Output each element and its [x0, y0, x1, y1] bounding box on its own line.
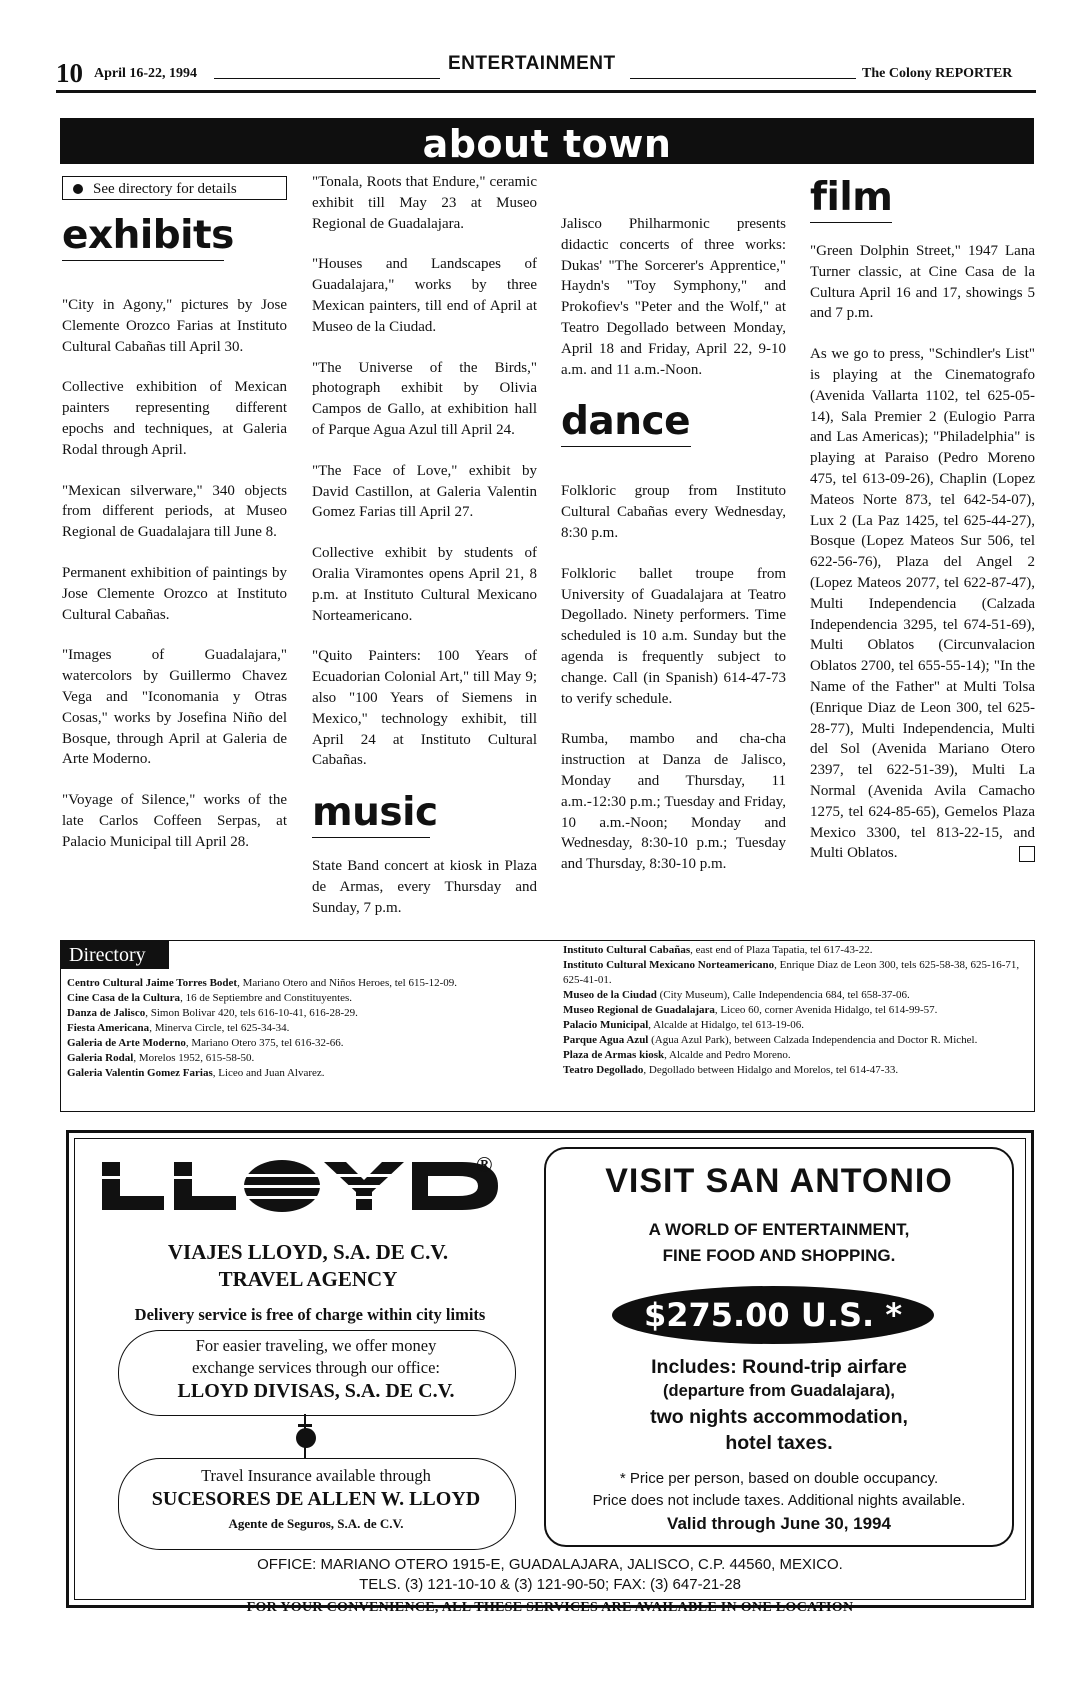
san-antonio-sub-1: A WORLD OF ENTERTAINMENT, [648, 1220, 910, 1239]
column-1 [62, 214, 287, 873]
includes-line-3: two nights accommodation, [650, 1406, 908, 1428]
price-note-1: * Price per person, based on double occupancy. [619, 1470, 939, 1487]
exchange-line-1: For easier traveling, we offer money [195, 1336, 437, 1355]
column-2 [312, 172, 537, 939]
connector-bar [298, 1424, 312, 1427]
directory-entry: Danza de Jalisco, Simon Bolivar 420, tels 616-10-41, 616-28-29. [67, 1007, 358, 1019]
lloyd-company: VIAJES LLOYD, S.A. DE C.V. [167, 1240, 449, 1264]
listing-item: Folkloric group from Instituto Cultural Cabañas every Wednesday, 8:30 p.m. [561, 483, 786, 541]
directory-entry: Plaza de Armas kiosk, Alcalde and Pedro Moreno. [563, 1049, 791, 1061]
price-note-2: Price does not include taxes. Additional nights available. [592, 1492, 966, 1509]
section-title: ENTERTAINMENT [448, 53, 616, 74]
insurance-name: SUCESORES DE ALLEN W. LLOYD [151, 1488, 481, 1510]
directory-entry: Teatro Degollado, Degollado between Hidalgo and Morelos, tel 614-47-33. [563, 1064, 899, 1076]
bullet-icon [73, 184, 83, 194]
listing-item: "City in Agony," pictures by Jose Clemente Orozco Farias at Instituto Cultural Cabañas till April 30. [62, 297, 287, 355]
listing-item: "Green Dolphin Street," 1947 Lana Turner classic, at Cine Casa de la Cultura April 16 and 17, showings 5 and 7 p.m. [810, 243, 1035, 322]
directory-entry: Galeria de Arte Moderno, Mariano Otero 375, tel 616-32-66. [67, 1037, 344, 1049]
exhibits-heading: exhibits [62, 213, 234, 258]
listing-item: "Images of Guadalajara," watercolors by Guillermo Chavez Vega and "Iconomania y Otras Cosas," works by Josefina Niño del Bosque, through April at Galeria de Arte Moderno. [62, 647, 287, 768]
delivery-notice: Delivery service is free of charge within city limits [134, 1305, 486, 1324]
lloyd-logo [102, 1158, 502, 1220]
lloyd-company-sub: TRAVEL AGENCY [218, 1267, 398, 1291]
see-directory-text: See directory for details [93, 181, 237, 197]
listing-item: "Voyage of Silence," works of the late Carlos Coffeen Serpas, at Palacio Municipal till April 28. [62, 792, 287, 850]
valid-through: Valid through June 30, 1994 [667, 1514, 891, 1533]
directory-entry: Fiesta Americana, Minerva Circle, tel 625-34-34. [67, 1022, 290, 1034]
film-heading: film [810, 175, 893, 220]
newspaper-name: The Colony REPORTER [862, 66, 1013, 81]
header-rule-left [214, 78, 440, 79]
listing-item: Jalisco Philharmonic presents didactic concerts of three works: Dukas' "The Sorcerer's Apprentice," Haydn's "Toy Symphony," and Prokofiev's "Peter and the Wolf," at Teatro Degollado between Monday, April 18 and Friday, April 22, 9-10 a.m. and 11 a.m.-Noon. [561, 216, 786, 378]
directory-left [67, 976, 537, 1081]
dance-heading: dance [561, 399, 691, 445]
column-4 [810, 176, 1035, 864]
includes-line-2: (departure from Guadalajara), [663, 1382, 895, 1400]
listing-item: "Houses and Landscapes of Guadalajara," works by three Mexican painters, till end of April at Museo de la Ciudad. [312, 256, 537, 335]
heading-rule [62, 260, 224, 261]
price-badge: $275.00 U.S. * [612, 1286, 934, 1344]
heading-rule [561, 446, 691, 447]
directory-entry: Centro Cultural Jaime Torres Bodet, Mariano Otero and Niños Heroes, tel 615-12-09. [67, 977, 458, 989]
directory-title: Directory [61, 941, 169, 969]
heading-rule [312, 837, 430, 838]
listing-item: "Tonala, Roots that Endure," ceramic exhibit till May 23 at Museo Regional de Guadalajara. [312, 174, 537, 232]
directory-entry: Galeria Valentin Gomez Farias, Liceo and Juan Alvarez. [67, 1067, 325, 1079]
san-antonio-box [544, 1147, 1014, 1547]
listing-item: Rumba, mambo and cha-cha instruction at Danza de Jalisco, Monday and Thursday, 11 a.m.-12:30 p.m.; Tuesday and Friday, 10 a.m.-Noon; Monday and Wednesday, 8:30-10 p.m.; Tuesday and Thursday, 8:30-10 p.m. [561, 731, 786, 873]
exchange-office-name: LLOYD DIVISAS, S.A. DE C.V. [177, 1380, 455, 1402]
header-rule [56, 90, 1036, 93]
see-directory-box [62, 176, 287, 200]
directory-entry: Galeria Rodal, Morelos 1952, 615-58-50. [67, 1052, 255, 1064]
listing-item: State Band concert at kiosk in Plaza de Armas, every Thursday and Sunday, 7 p.m. [312, 858, 537, 916]
listing-item: "Quito Painters: 100 Years of Ecuadorian Colonial Art," till May 9; also "100 Years of Siemens in Mexico," technology exhibit, till April 24 at Instituto Cultural Cabañas. [312, 648, 537, 769]
convenience-line: FOR YOUR CONVENIENCE, ALL THESE SERVICES ARE AVAILABLE IN ONE LOCATION [246, 1600, 854, 1615]
listing-item: Collective exhibition of Mexican painters representing different epochs and techniques, at Galeria Rodal through April. [62, 379, 287, 458]
directory-entry: Instituto Cultural Mexicano Norteamericano, Enrique Diaz de Leon 300, tels 625-58-38, 625-16-71, 625-41-01. [563, 959, 1020, 986]
insurance-line: Travel Insurance available through [201, 1466, 431, 1485]
registered-mark: ® [476, 1152, 493, 1177]
office-phones: TELS. (3) 121-10-10 & (3) 121-90-50; FAX: (3) 647-21-28 [359, 1576, 741, 1593]
directory-box [60, 940, 1035, 1112]
directory-right [563, 943, 1029, 1078]
directory-entry: Palacio Municipal, Alcalde at Hidalgo, tel 613-19-06. [563, 1019, 805, 1031]
exchange-line-2: exchange services through our office: [191, 1358, 440, 1377]
issue-date: April 16-22, 1994 [94, 66, 198, 81]
directory-entry: Instituto Cultural Cabañas, east end of Plaza Tapatia, tel 617-43-22. [563, 944, 873, 956]
directory-entry: Cine Casa de la Cultura, 16 de Septiembre and Constituyentes. [67, 992, 353, 1004]
directory-entry: Museo de la Ciudad (City Museum), Calle Independencia 684, tel 658-37-06. [563, 989, 910, 1001]
header-rule-right [630, 78, 856, 79]
directory-entry: Parque Agua Azul (Agua Azul Park), between Calzada Independencia and Doctor R. Michel. [563, 1034, 978, 1046]
about-town-banner: about town [60, 118, 1034, 164]
end-mark-icon [1019, 846, 1035, 862]
listing-item: Collective exhibit by students of Oralia Viramontes opens April 21, 8 p.m. at Instituto Cultural Mexicano Norteamericano. [312, 545, 537, 624]
san-antonio-sub-2: FINE FOOD AND SHOPPING. [662, 1246, 896, 1265]
listing-item: As we go to press, "Schindler's List" is playing at the Cinematografo (Avenida Vallarta 1102, tel 625-05-14), Sala Premier 2 (Eulogio Parra and Las Americas); "Philadelphia" is playing at Paraiso (Pedro Moreno 475, tel 613-09-26), Chaplin (Lopez Mateos Norte 873, tel 642-54-07), Lux 2 (La Paz 1425, tel 625-44-27), Bosque (Lopez Mateos Sur 506, tel 622-56-76), Plaza del Angel 2 (Lopez Mateos 2077, tel 622-87-47), Multi Independencia (Calzada Independencia 3295, tel 674-51-69), Multi Oblatos (Circunvalacion Oblatos 2700, tel 655-55-14); "In the Name of the Father" at Multi Tolsa (Enrique Diaz de Leon 300, tel 625-28-77), Multi Independencia, Multi del Sol (Avenida Mariano Otero 2397, tel 622-51-39), Multi La Normal (Avenida Avila Camacho 1275, tel 624-85-65), Gemelos Plaza Mexico 3300, tel 813-22-15, and Multi Oblatos. [810, 346, 1035, 862]
includes-line-1: Includes: Round-trip airfare [651, 1356, 907, 1378]
page-number: 10 [56, 58, 83, 88]
listing-item: "The Universe of the Birds," photograph exhibit by Olivia Campos de Gallo, at exhibition hall of Parque Agua Azul till April 24. [312, 359, 537, 438]
includes-line-4: hotel taxes. [725, 1432, 833, 1454]
column-3 [561, 214, 786, 895]
insurance-sub: Agente de Seguros, S.A. de C.V. [228, 1516, 404, 1531]
listing-item: "The Face of Love," exhibit by David Castillon, at Galeria Valentin Gomez Farias till April 27. [312, 462, 537, 521]
listing-item: Permanent exhibition of paintings by Jose Clemente Orozco at Instituto Cultural Cabañas. [62, 564, 287, 623]
directory-entry: Museo Regional de Guadalajara, Liceo 60, corner Avenida Hidalgo, tel 614-99-57. [563, 1004, 938, 1016]
connector-dot [296, 1428, 316, 1448]
office-address: OFFICE: MARIANO OTERO 1915-E, GUADALAJARA, JALISCO, C.P. 44560, MEXICO. [257, 1556, 843, 1573]
music-heading: music [312, 790, 438, 836]
san-antonio-title: VISIT SAN ANTONIO [605, 1162, 953, 1200]
heading-rule [810, 222, 892, 223]
listing-item: Folkloric ballet troupe from University of Guadalajara at Teatro Degollado. Ninety performers. Time scheduled is 10 a.m. Sunday but the agenda is frequently subject to change. Call (in Spanish) 614-47-73 to verify schedule. [561, 565, 786, 707]
listing-item: "Mexican silverware," 340 objects from different periods, at Museo Regional de Guadalajara till June 8. [62, 482, 287, 541]
